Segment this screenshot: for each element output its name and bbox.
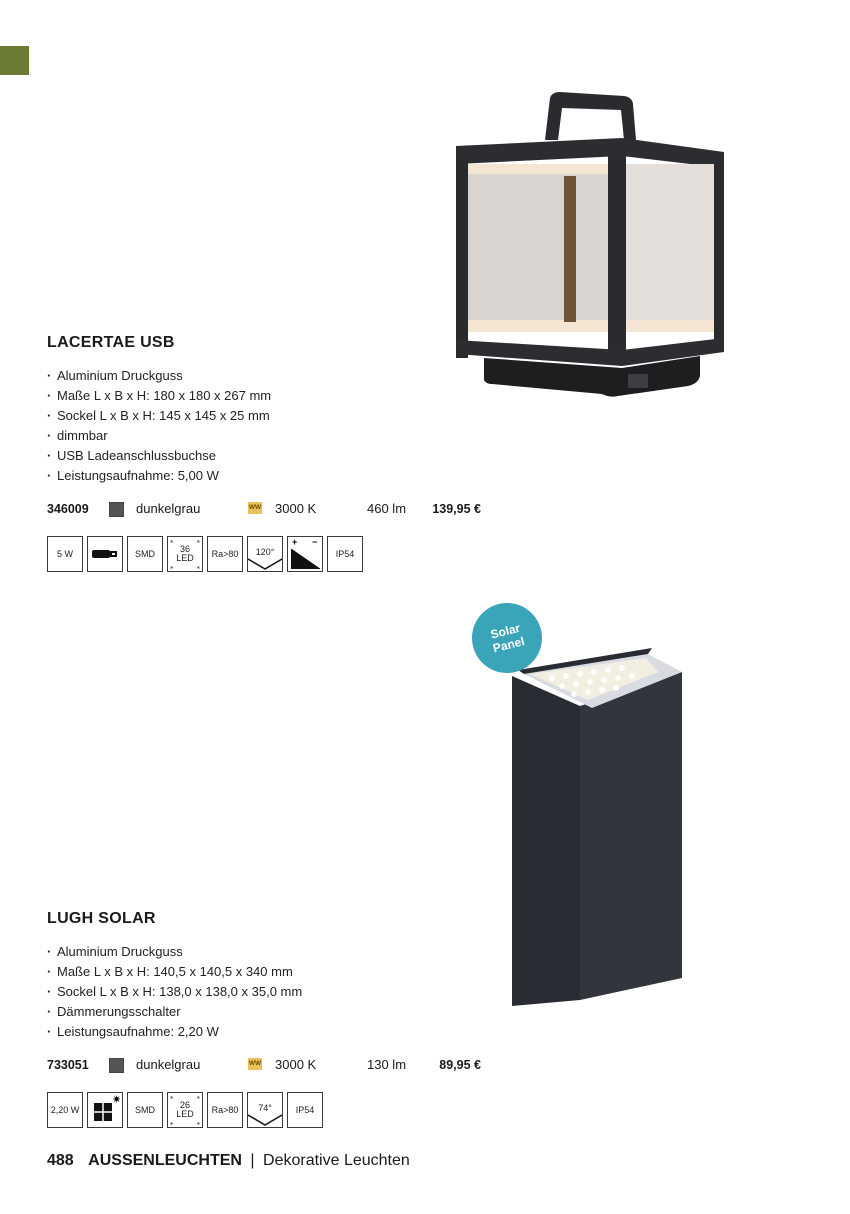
wattage-label: 2,20 W — [50, 1105, 80, 1115]
ip-rating-icon — [327, 536, 363, 572]
led-count: 36 — [179, 544, 190, 554]
spec-icon-row — [47, 536, 487, 572]
feature-item: · Aluminium Druckguss — [47, 366, 487, 386]
beam-angle-label: 120° — [255, 547, 275, 557]
color-name: dunkelgrau — [136, 501, 201, 516]
ip-rating-label: IP54 — [295, 1105, 315, 1115]
wattage-icon — [47, 1092, 83, 1128]
price: 89,95 € — [439, 1058, 481, 1072]
color-rendering-icon — [207, 536, 243, 572]
beam-angle-label: 74° — [258, 1103, 272, 1113]
product-lugh-solar — [47, 910, 487, 1128]
smd-icon — [127, 1092, 163, 1128]
led-count-icon: ⁎ ⁎ ⁎ ⁎ 36 LED — [167, 536, 203, 572]
svg-text:+: + — [292, 537, 298, 547]
usb-plug-icon — [87, 536, 123, 572]
beam-angle-icon — [247, 536, 283, 572]
spec-row — [47, 1055, 487, 1075]
dimmer-icon — [287, 536, 323, 572]
spec-row — [47, 499, 487, 519]
led-count-icon: ⁎ ⁎ ⁎ ⁎ 26 LED — [167, 1092, 203, 1128]
feature-list — [47, 366, 487, 486]
feature-item: · Maße L x B x H: 140,5 x 140,5 x 340 mm — [47, 962, 487, 982]
product-title: LUGH SOLAR — [47, 910, 156, 927]
warm-white-icon: WW — [248, 1058, 262, 1070]
lugh-solar-lamp-image — [508, 648, 688, 1008]
feature-item: · Sockel L x B x H: 145 x 145 x 25 mm — [47, 406, 487, 426]
led-count: 26 — [179, 1100, 190, 1110]
solar-panel-badge-label: Solar Panel — [489, 620, 526, 656]
ip-rating-icon — [287, 1092, 323, 1128]
ip-rating-label: IP54 — [335, 549, 355, 559]
luminous-flux: 460 lm — [367, 501, 407, 516]
subsection-title: Dekorative Leuchten — [263, 1152, 410, 1169]
feature-item: · Leistungsaufnahme: 2,20 W — [47, 1022, 487, 1042]
feature-list — [47, 942, 487, 1042]
led-label: LED — [176, 1109, 194, 1119]
luminous-flux: 130 lm — [367, 1057, 407, 1072]
color-rendering-label: Ra>80 — [211, 1105, 239, 1115]
lacertae-usb-lantern-image — [452, 88, 727, 406]
product-lacertae-usb — [47, 334, 487, 572]
feature-item: · Dämmerungsschalter — [47, 1002, 487, 1022]
beam-angle-icon — [247, 1092, 283, 1128]
footer-separator: | — [250, 1152, 255, 1169]
svg-text:✷: ✷ — [112, 1093, 122, 1106]
product-title: LACERTAE USB — [47, 334, 175, 351]
color-swatch — [109, 1058, 124, 1073]
spec-icon-row — [47, 1092, 487, 1128]
color-swatch — [109, 502, 124, 517]
color-name: dunkelgrau — [136, 1057, 201, 1072]
color-rendering-icon — [207, 1092, 243, 1128]
color-rendering-label: Ra>80 — [211, 549, 239, 559]
svg-text:−: − — [312, 537, 318, 547]
feature-item: · Aluminium Druckguss — [47, 942, 487, 962]
smd-label: SMD — [135, 1105, 155, 1115]
smd-label: SMD — [135, 549, 155, 559]
section-title: AUSSENLEUCHTEN — [88, 1152, 242, 1169]
color-temperature: 3000 K — [275, 501, 317, 516]
price: 139,95 € — [432, 502, 481, 516]
wattage-icon — [47, 536, 83, 572]
warm-white-icon: WW — [248, 502, 262, 514]
feature-item: · Sockel L x B x H: 138,0 x 138,0 x 35,0 mm — [47, 982, 487, 1002]
page-number: 488 — [47, 1152, 74, 1169]
feature-item: · Leistungsaufnahme: 5,00 W — [47, 466, 487, 486]
led-label: LED — [176, 553, 194, 563]
wattage-label: 5 W — [56, 549, 73, 559]
page-footer — [47, 1152, 410, 1170]
article-number: 346009 — [47, 502, 89, 516]
feature-item: · dimmbar — [47, 426, 487, 446]
feature-item: · Maße L x B x H: 180 x 180 x 267 mm — [47, 386, 487, 406]
section-color-tab — [0, 46, 29, 75]
feature-item: · USB Ladeanschlussbuchse — [47, 446, 487, 466]
solar-panel-icon — [87, 1092, 123, 1128]
smd-icon — [127, 536, 163, 572]
article-number: 733051 — [47, 1058, 89, 1072]
color-temperature: 3000 K — [275, 1057, 317, 1072]
